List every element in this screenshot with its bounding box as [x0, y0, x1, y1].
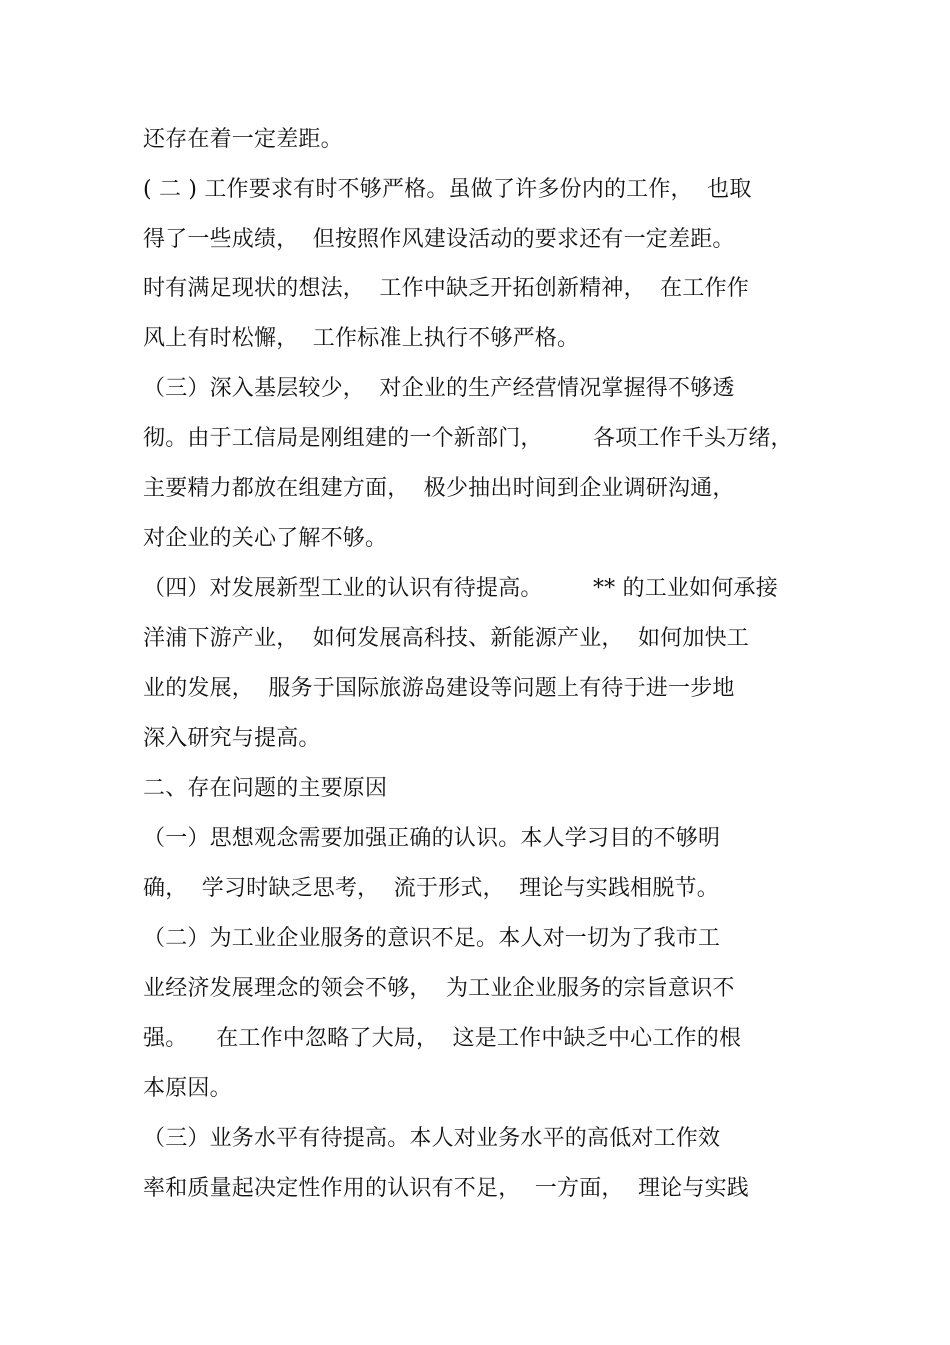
- text-line: 业经济发展理念的领会不够， 为工业企业服务的宗旨意识不: [143, 976, 735, 1001]
- text-line: 风上有时松懈， 工作标准上执行不够严格。: [143, 326, 580, 351]
- text-line: 强。 在工作中忽略了大局， 这是工作中缺乏中心工作的根: [143, 1026, 742, 1051]
- text-line: 对企业的关心了解不够。: [143, 526, 388, 551]
- text-line: 时有满足现状的想法， 工作中缺乏开拓创新精神， 在工作作: [143, 276, 749, 301]
- section-heading: 二、存在问题的主要原因: [143, 776, 388, 801]
- text-line: （一）思想观念需要加强正确的认识。本人学习目的不够明: [143, 826, 721, 851]
- text-line: （三）深入基层较少， 对企业的生产经营情况掌握得不够透: [143, 376, 735, 401]
- text-line: 主要精力都放在组建方面， 极少抽出时间到企业调研沟通，: [143, 476, 735, 501]
- text-line: 本原因。: [143, 1076, 232, 1101]
- text-line: 率和质量起决定性作用的认识有不足， 一方面， 理论与实践: [143, 1176, 749, 1201]
- text-line: （三）业务水平有待提高。本人对业务水平的高低对工作效: [143, 1126, 721, 1151]
- text-line: 得了一些成绩， 但按照作风建设活动的要求还有一定差距。: [143, 227, 735, 252]
- text-line: （二）为工业企业服务的意识不足。本人对一切为了我市工: [143, 926, 721, 951]
- text-line: 确， 学习时缺乏思考， 流于形式， 理论与实践相脱节。: [143, 876, 719, 901]
- text-line: 洋浦下游产业， 如何发展高科技、新能源产业， 如何加快工: [143, 626, 749, 651]
- text-line: （四）对发展新型工业的认识有待提高。 ** 的工业如何承接: [143, 576, 778, 601]
- text-line: ( 二 ) 工作要求有时不够严格。虽做了许多份内的工作， 也取: [143, 177, 752, 202]
- text-line: 彻。由于工信局是刚组建的一个新部门， 各项工作千头万绪，: [143, 426, 793, 451]
- text-line: 业的发展， 服务于国际旅游岛建设等问题上有待于进一步地: [143, 676, 735, 701]
- text-line: 还存在着一定差距。: [143, 127, 343, 152]
- text-line: 深入研究与提高。: [143, 726, 321, 751]
